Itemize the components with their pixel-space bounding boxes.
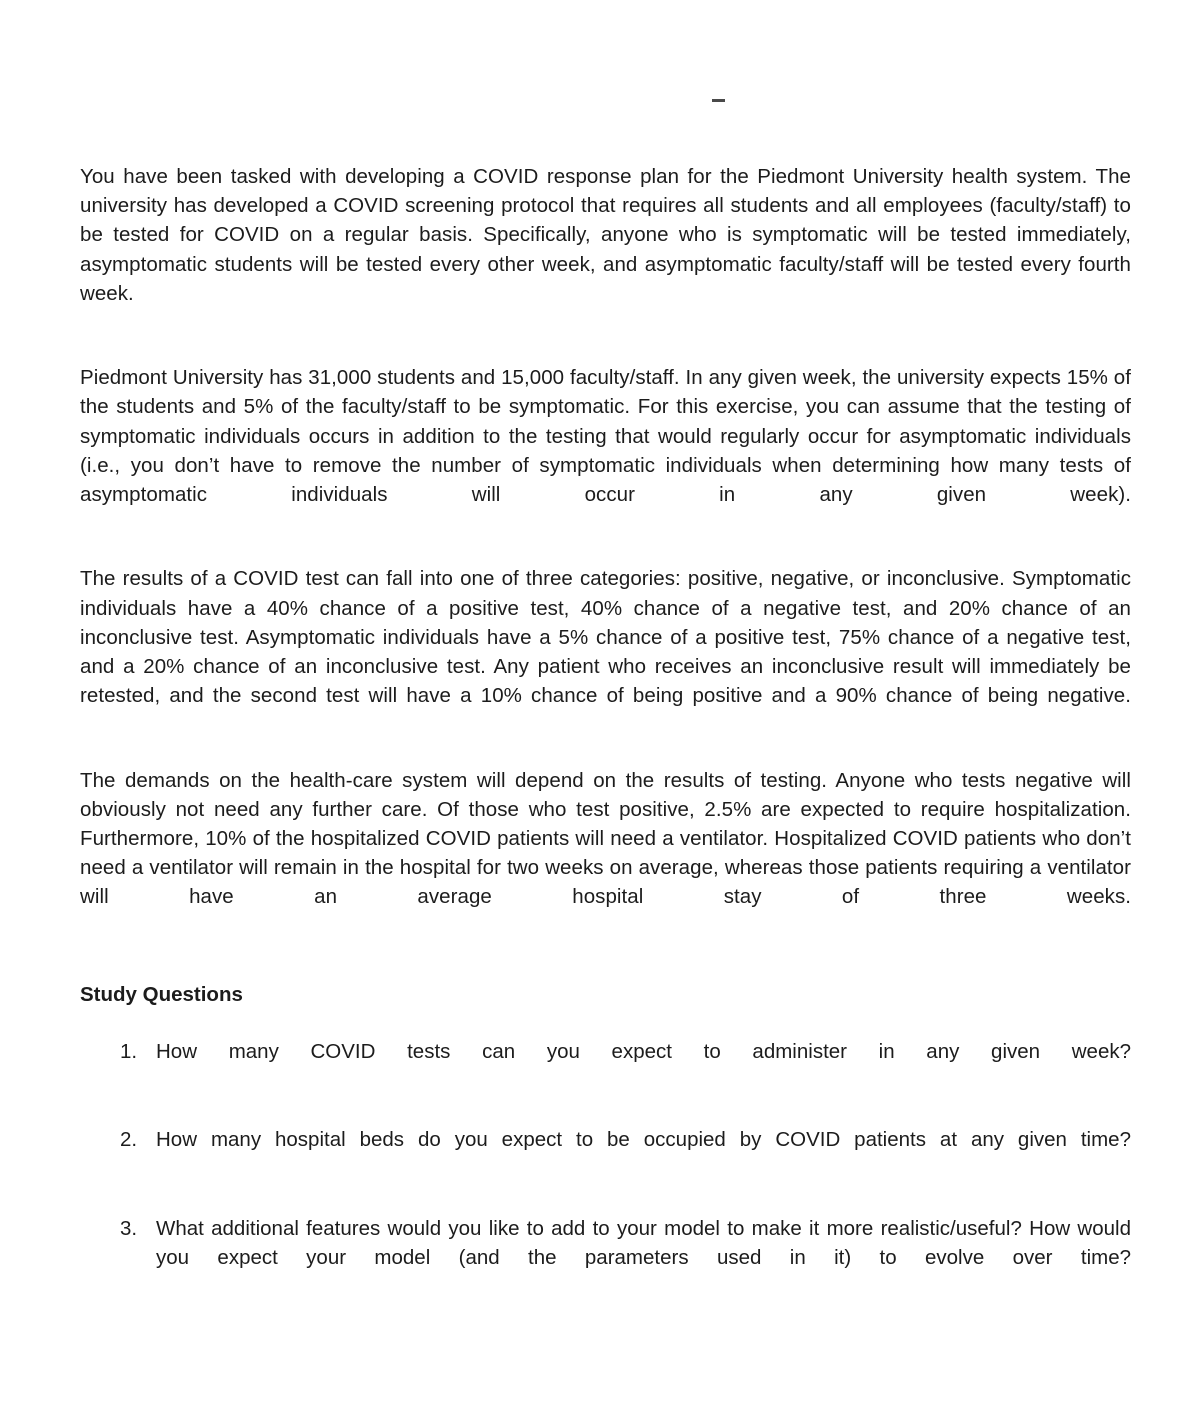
- paragraph-scenario-intro: You have been tasked with developing a COVID response plan for the Piedmont University health system. The university has developed a COVID screening protocol that requires all students and all employees (faculty/staff) to be tested for COVID on a regular basis. Specifically, anyone who is symptomatic will be tested immediately, asymptomatic students will be tested every other week, and asymptomatic faculty/staff will be tested every fourth week.: [80, 165, 1131, 305]
- study-question-item: [80, 1037, 1131, 1095]
- study-questions-heading: Study Questions: [80, 982, 243, 1006]
- study-question-text: How many COVID tests can you expect to administer in any given week?: [156, 1039, 1131, 1063]
- study-questions-list: [80, 1037, 1131, 1301]
- study-question-text: What additional features would you like to add to your model to make it more realistic/useful? How would you expect your model (and the parameters used in it) to evolve over time?: [156, 1216, 1131, 1269]
- paragraph-healthcare-demand: The demands on the health-care system will depend on the results of testing. Anyone who tests negative will obviously not need any further care. Of those who test positive, 2.5% are expected to require hospitalization. Furthermore, 10% of the hospitalized COVID patients will need a ventilator. Hospitalized COVID patients who don’t need a ventilator will remain in the hospital for two weeks on average, whereas those patients requiring a ventilator will have an average hospital stay of three weeks.: [80, 768, 1131, 909]
- document-body: [80, 162, 1131, 1301]
- paragraph-test-result-probabilities: The results of a COVID test can fall into one of three categories: positive, negative, or inconclusive. Symptomatic individuals have a 40% chance of a positive test, 40% chance of a negative test, and 20% chance of an inconclusive test. Asymptomatic individuals have a 5% chance of a positive test, 75% chance of a negative test, and a 20% chance of an inconclusive test. Any patient who receives an inconclusive result will immediately be retested, and the second test will have a 10% chance of being positive and a 90% chance of being negative.: [80, 567, 1131, 708]
- study-question-item: [80, 1214, 1131, 1302]
- top-page-mark: [712, 99, 725, 102]
- study-question-item: [80, 1125, 1131, 1183]
- paragraph-population-figures: Piedmont University has 31,000 students and 15,000 faculty/staff. In any given week, the university expects 15% of the students and 5% of the faculty/staff to be symptomatic. For this exercise, you can assume that the testing of symptomatic individuals occurs in addition to the testing that would regularly occur for asymptomatic individuals (i.e., you don’t have to remove the number of symptomatic individuals when determining how many tests of asymptomatic individuals will occur in any given week).: [80, 366, 1131, 507]
- study-question-text: How many hospital beds do you expect to be occupied by COVID patients at any given time?: [156, 1128, 1131, 1152]
